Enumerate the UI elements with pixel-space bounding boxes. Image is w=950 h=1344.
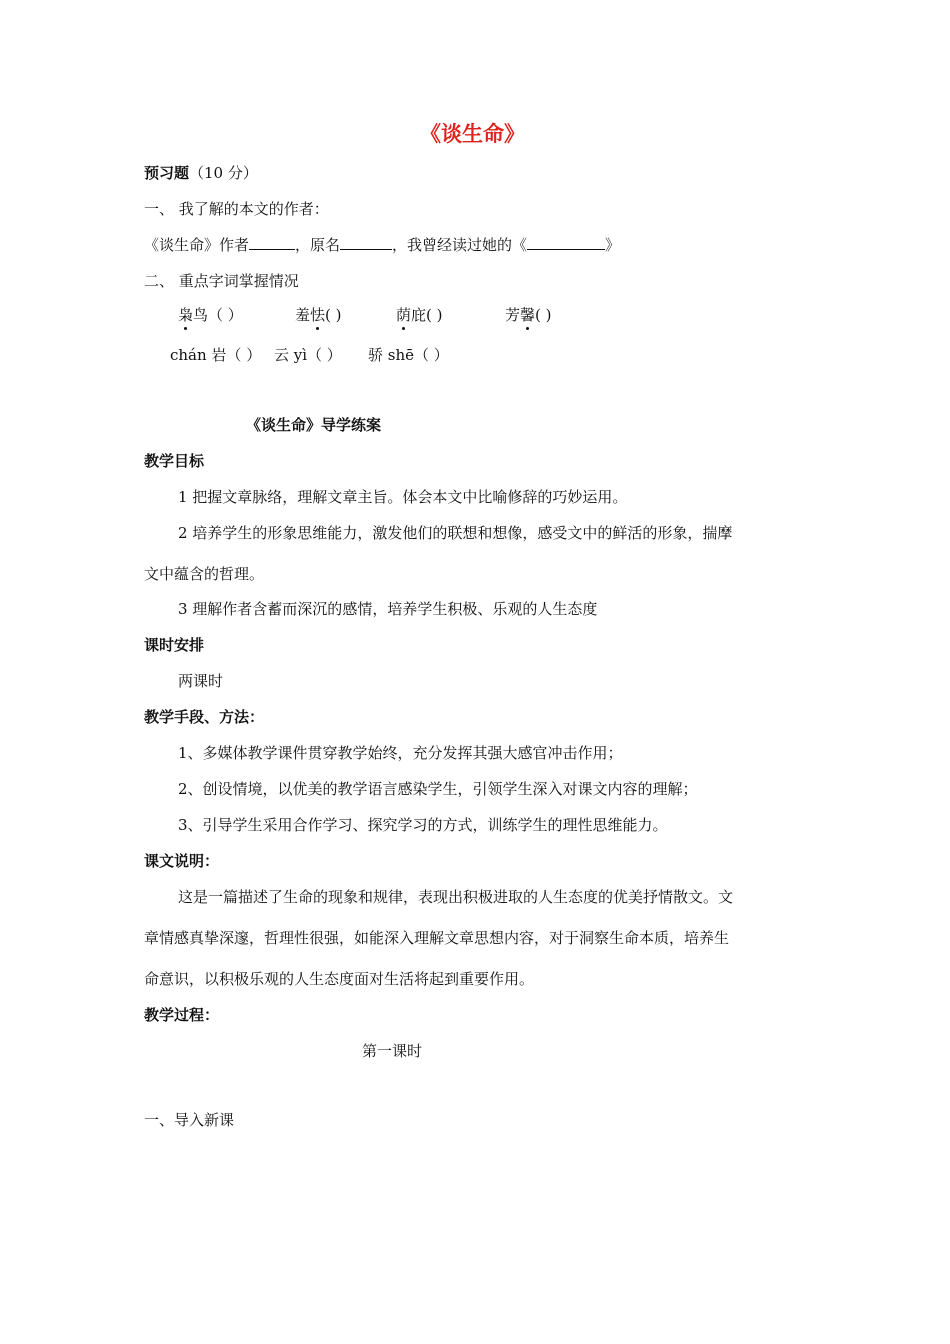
vocab-item-2 <box>295 305 342 325</box>
method-1: 1、多媒体教学课件贯穿教学始终，充分发挥其强大感官冲击作用； <box>178 744 623 762</box>
goals-heading: 教学目标 <box>144 452 205 470</box>
explanation-line-1: 这是一篇描述了生命的现象和规律，表现出积极进取的人生态度的优美抒情散文。文 <box>178 888 734 906</box>
question-1: 一、 我了解的本文的作者： <box>144 200 329 218</box>
vocab-item-4 <box>505 305 552 325</box>
explanation-line-2: 章情感真挚深邃，哲理性很强，如能深入理解文章思想内容，对于洞察生命本质，培养生 <box>144 929 730 947</box>
vocab-char: 庇 <box>411 306 427 324</box>
pinyin-item-1: chán 岩（ ） <box>170 346 262 364</box>
answer-paren[interactable]: （ ） <box>208 306 243 324</box>
answer-paren[interactable]: ( ) <box>426 306 443 324</box>
explanation-line-3: 命意识，以积极乐观的人生态度面对生活将起到重要作用。 <box>144 970 535 988</box>
author-blank[interactable] <box>249 235 295 250</box>
pinyin-item-3: 骄 shē（ ） <box>368 346 449 364</box>
answer-paren[interactable]: ( ) <box>535 306 552 324</box>
vocab-item-1 <box>178 305 243 325</box>
explanation-heading: 课文说明： <box>144 852 220 870</box>
preview-heading-line <box>144 163 258 183</box>
goal-1: 1 把握文章脉络，理解文章主旨。体会本文中比喻修辞的巧妙运用。 <box>178 488 628 506</box>
vocab-item-3 <box>396 305 443 325</box>
book-title-blank[interactable] <box>527 235 605 250</box>
original-name-blank[interactable] <box>340 235 392 250</box>
answer-paren[interactable]: ( ) <box>325 306 342 324</box>
preview-heading: 预习题 <box>144 164 190 182</box>
dotted-char: 枭 <box>178 306 194 324</box>
dotted-char: 荫 <box>396 306 412 324</box>
pinyin-item-2: 云 yì（ ） <box>274 346 342 364</box>
goal-3: 3 理解作者含蓄而深沉的感情，培养学生积极、乐观的人生态度 <box>178 600 598 618</box>
fill-text-a: 《谈生命》作者 <box>144 236 250 254</box>
intro-heading: 一、导入新课 <box>144 1111 235 1129</box>
document-title: 《谈生命》 <box>420 122 525 146</box>
question-1-fill-line <box>144 235 620 255</box>
fill-text-c: ，我曾经读过她的《 <box>392 236 528 254</box>
vocab-char: 芳 <box>505 306 521 324</box>
vocab-char: 鸟 <box>193 306 209 324</box>
vocab-char: 羞 <box>295 306 311 324</box>
fill-text-b: ，原名 <box>295 236 341 254</box>
dotted-char: 馨 <box>520 306 536 324</box>
methods-heading: 教学手段、方法： <box>144 708 265 726</box>
lesson-label: 第一课时 <box>362 1042 423 1060</box>
preview-score: （10 分） <box>189 164 258 182</box>
dotted-char: 怯 <box>310 306 326 324</box>
goal-2-cont: 文中蕴含的哲理。 <box>144 565 265 583</box>
schedule-text: 两课时 <box>178 672 224 690</box>
goal-2: 2 培养学生的形象思维能力，激发他们的联想和想像，感受文中的鲜活的形象，揣摩 <box>178 524 733 542</box>
section-subtitle: 《谈生命》导学练案 <box>246 416 382 434</box>
question-2: 二、 重点字词掌握情况 <box>144 272 299 290</box>
fill-text-d: 》 <box>605 236 621 254</box>
method-3: 3、引导学生采用合作学习、探究学习的方式，训练学生的理性思维能力。 <box>178 816 668 834</box>
method-2: 2、创设情境，以优美的教学语言感染学生，引领学生深入对课文内容的理解； <box>178 780 698 798</box>
process-heading: 教学过程： <box>144 1006 220 1024</box>
schedule-heading: 课时安排 <box>144 636 205 654</box>
